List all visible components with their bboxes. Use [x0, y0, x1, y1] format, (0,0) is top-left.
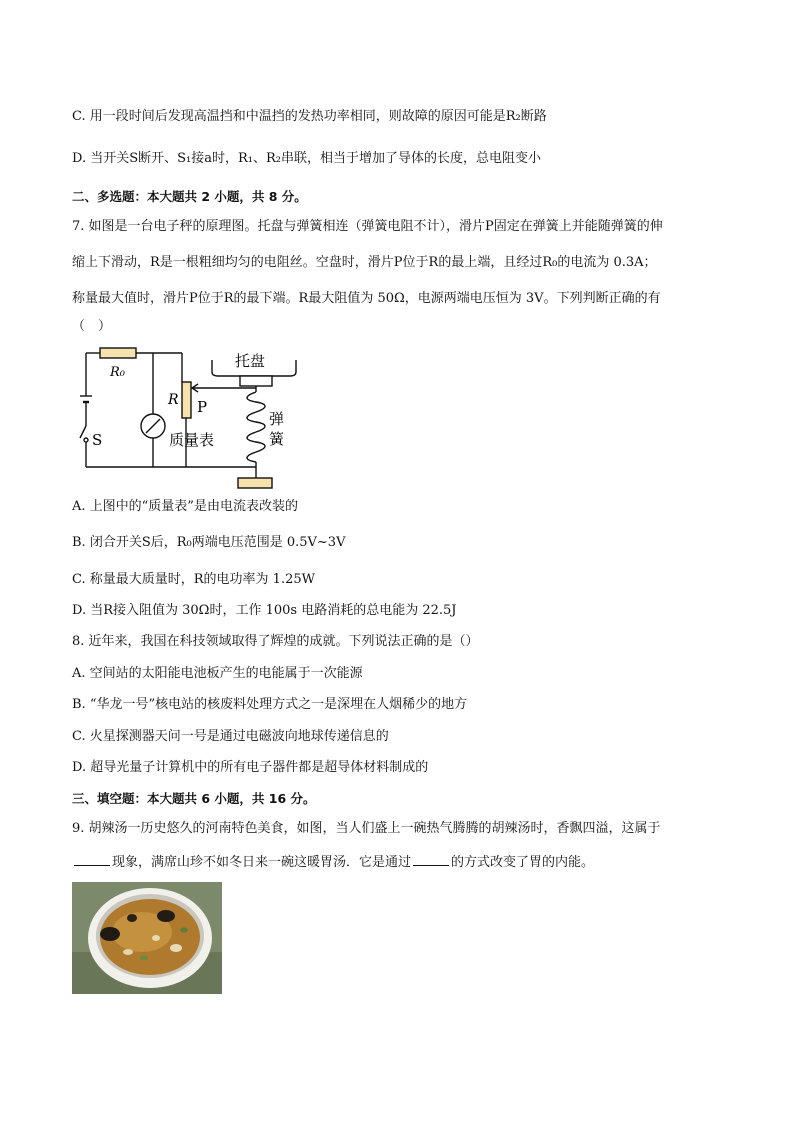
label-p: P — [197, 398, 208, 416]
section-3-heading: 三、填空题：本大题共 6 小题，共 16 分。 — [72, 791, 316, 806]
label-s: S — [92, 431, 103, 449]
q9-stem-line-1: 9. 胡辣汤一历史悠久的河南特色美食，如图，当人们盛上一碗热气腾腾的胡辣汤时，香飘四溢，这属于 — [72, 821, 661, 836]
label-spring-2: 簧 — [269, 430, 285, 448]
q7-option-a: A. 上图中的“质量表”是由电流表改装的 — [72, 499, 298, 514]
q9-blank-2[interactable] — [413, 853, 449, 866]
q6-option-c: C. 用一段时间后发现高温挡和中温挡的发热功率相同，则故障的原因可能是R₂断路 — [72, 109, 547, 124]
q8-option-c: C. 火星探测器天问一号是通过电磁波向地球传递信息的 — [72, 729, 389, 744]
q7-answer-paren: （ ） — [72, 319, 112, 334]
q9-stem-line-2: 现象，满席山珍不如冬日来一碗这暖胃汤．它是通过 的方式改变了胃的内能。 — [72, 853, 594, 872]
q7-stem-line-3: 称量最大值时，滑片P位于R的最下端。R最大阻值为 50Ω，电源两端电压恒为 3V。下列判断正确的有 — [72, 291, 661, 306]
label-r0: R₀ — [110, 365, 125, 380]
label-r: R — [168, 392, 179, 408]
q8-option-d: D. 超导光量子计算机中的所有电子器件都是超导体材料制成的 — [72, 760, 429, 775]
q6-option-d: D. 当开关S断开、S₁接a时，R₁、R₂串联，相当于增加了导体的长度，总电阻变小 — [72, 151, 541, 166]
q9-blank-1[interactable] — [74, 853, 110, 866]
q8-option-b: B. “华龙一号”核电站的核废料处理方式之一是深埋在人烟稀少的地方 — [72, 697, 468, 712]
q8-stem: 8. 近年来，我国在科技领域取得了辉煌的成就。下列说法正确的是（） — [72, 634, 479, 649]
q7-option-d: D. 当R接入阻值为 30Ω时，工作 100s 电路消耗的总电能为 22.5J — [72, 603, 457, 618]
label-tray: 托盘 — [235, 352, 266, 370]
q7-stem-line-1: 7. 如图是一台电子秤的原理图。托盘与弹簧相连（弹簧电阻不计），滑片P固定在弹簧上并能随弹簧的伸 — [72, 219, 663, 234]
circuit-diagram — [72, 342, 302, 492]
q7-option-b: B. 闭合开关S后，R₀两端电压范围是 0.5V~3V — [72, 535, 346, 550]
label-mass-meter: 质量表 — [169, 431, 215, 449]
label-spring-1: 弹 — [269, 410, 285, 428]
q8-option-a: A. 空间站的太阳能电池板产生的电能属于一次能源 — [72, 666, 363, 681]
soup-bowl-photo — [72, 882, 222, 994]
section-2-heading: 二、多选题：本大题共 2 小题，共 8 分。 — [72, 189, 307, 204]
q7-option-c: C. 称量最大质量时，R的电功率为 1.25W — [72, 572, 315, 587]
q7-stem-line-2: 缩上下滑动，R是一根粗细均匀的电阻丝。空盘时，滑片P位于R的最上端，且经过R₀的电流为 0.3A； — [72, 255, 657, 270]
